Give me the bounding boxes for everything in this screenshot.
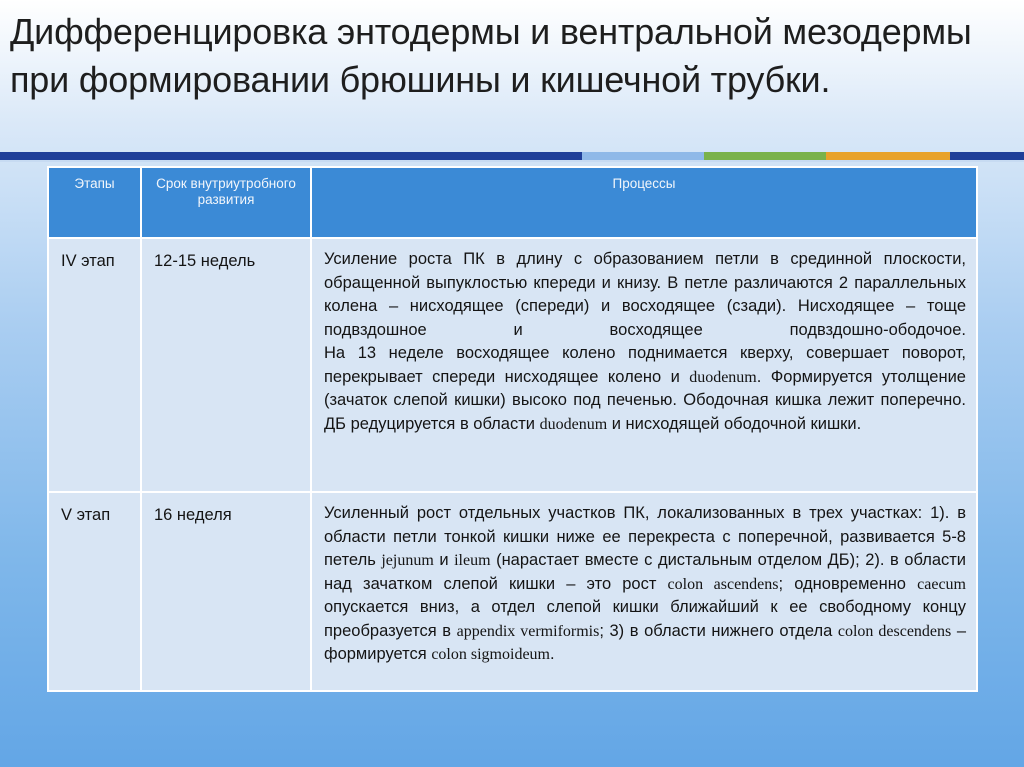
term-cell: 12-15 недель [141, 238, 311, 492]
process-text: и [439, 551, 449, 569]
process-text: На 13 неделе восходящее колено поднимается кверху, совершает поворот, перекрывает спереди нисходящее колено и [324, 344, 966, 386]
latin-term: duodenum [539, 415, 608, 433]
process-paragraph [324, 342, 966, 436]
process-paragraph [324, 502, 966, 667]
accent-stripe-navy-end [950, 152, 1024, 160]
accent-stripe-gold [826, 152, 950, 160]
accent-divider [0, 160, 1024, 162]
header-processes: Процессы [311, 167, 977, 238]
latin-term: colon sigmoideum [431, 646, 550, 663]
processes-cell [311, 238, 977, 492]
latin-term: colon ascendens [667, 575, 779, 593]
process-text: Усиленный рост отдельных участков ПК, локализованных в трех участках: 1). в области петли тонкой кишки ниже ее перекреста с поперечной, развивается 5-8 петель [324, 504, 966, 569]
stage-cell: IV этап [48, 238, 141, 492]
development-stages-table [47, 166, 978, 692]
latin-term: ileum [454, 552, 491, 569]
process-text: ; одновременно [778, 574, 906, 593]
header-term: Срок внутриутробного развития [141, 167, 311, 238]
process-text: ; 3) в области нижнего отдела [599, 621, 833, 640]
term-cell: 16 неделя [141, 492, 311, 691]
header-stages: Этапы [48, 167, 141, 238]
table-header-row [48, 167, 977, 238]
process-text: . [549, 645, 555, 663]
stage-cell: V этап [48, 492, 141, 691]
processes-cell [311, 492, 977, 691]
latin-term: colon descendens [837, 622, 952, 640]
process-text: опускается вниз, а отдел слепой кишки ближайший к ее свободному концу преобразуется в [324, 598, 966, 640]
process-text: . Формируется утолщение (зачаток слепой кишки) высоко под печенью. Ободочная кишка лежит поперечно. ДБ редуцируется в области [324, 367, 966, 433]
latin-term: caecum [917, 575, 966, 593]
process-text: и нисходящей ободочной кишки. [611, 414, 862, 433]
table-row [48, 238, 977, 492]
latin-term: jejunum [381, 552, 434, 569]
latin-term: appendix vermiformis [456, 622, 600, 640]
process-text: (нарастает вместе с дистальным отделом ДБ); 2). в области над зачатком слепой кишки – это рост [324, 551, 967, 593]
accent-stripe-navy [0, 152, 582, 160]
slide-title: Дифференцировка энтодермы и вентральной мезодермы при формировании брюшины и кишечной трубки. [10, 11, 972, 100]
latin-term: duodenum [689, 368, 757, 386]
accent-stripe-green [704, 152, 826, 160]
accent-stripe-light-blue [582, 152, 704, 160]
process-text: – формируется [324, 621, 967, 663]
table-row [48, 492, 977, 691]
process-paragraph [324, 248, 966, 342]
process-text: Усиление роста ПК в длину с образованием петли в срединной плоскости, обращенной выпуклостью кпереди и книзу. В петле различаются 2 параллельных колена – нисходящее (спереди) и восходящее (сзади). Нисходящее – тоще подвздошное и восходящее подвздошно-ободочое. [324, 250, 966, 339]
